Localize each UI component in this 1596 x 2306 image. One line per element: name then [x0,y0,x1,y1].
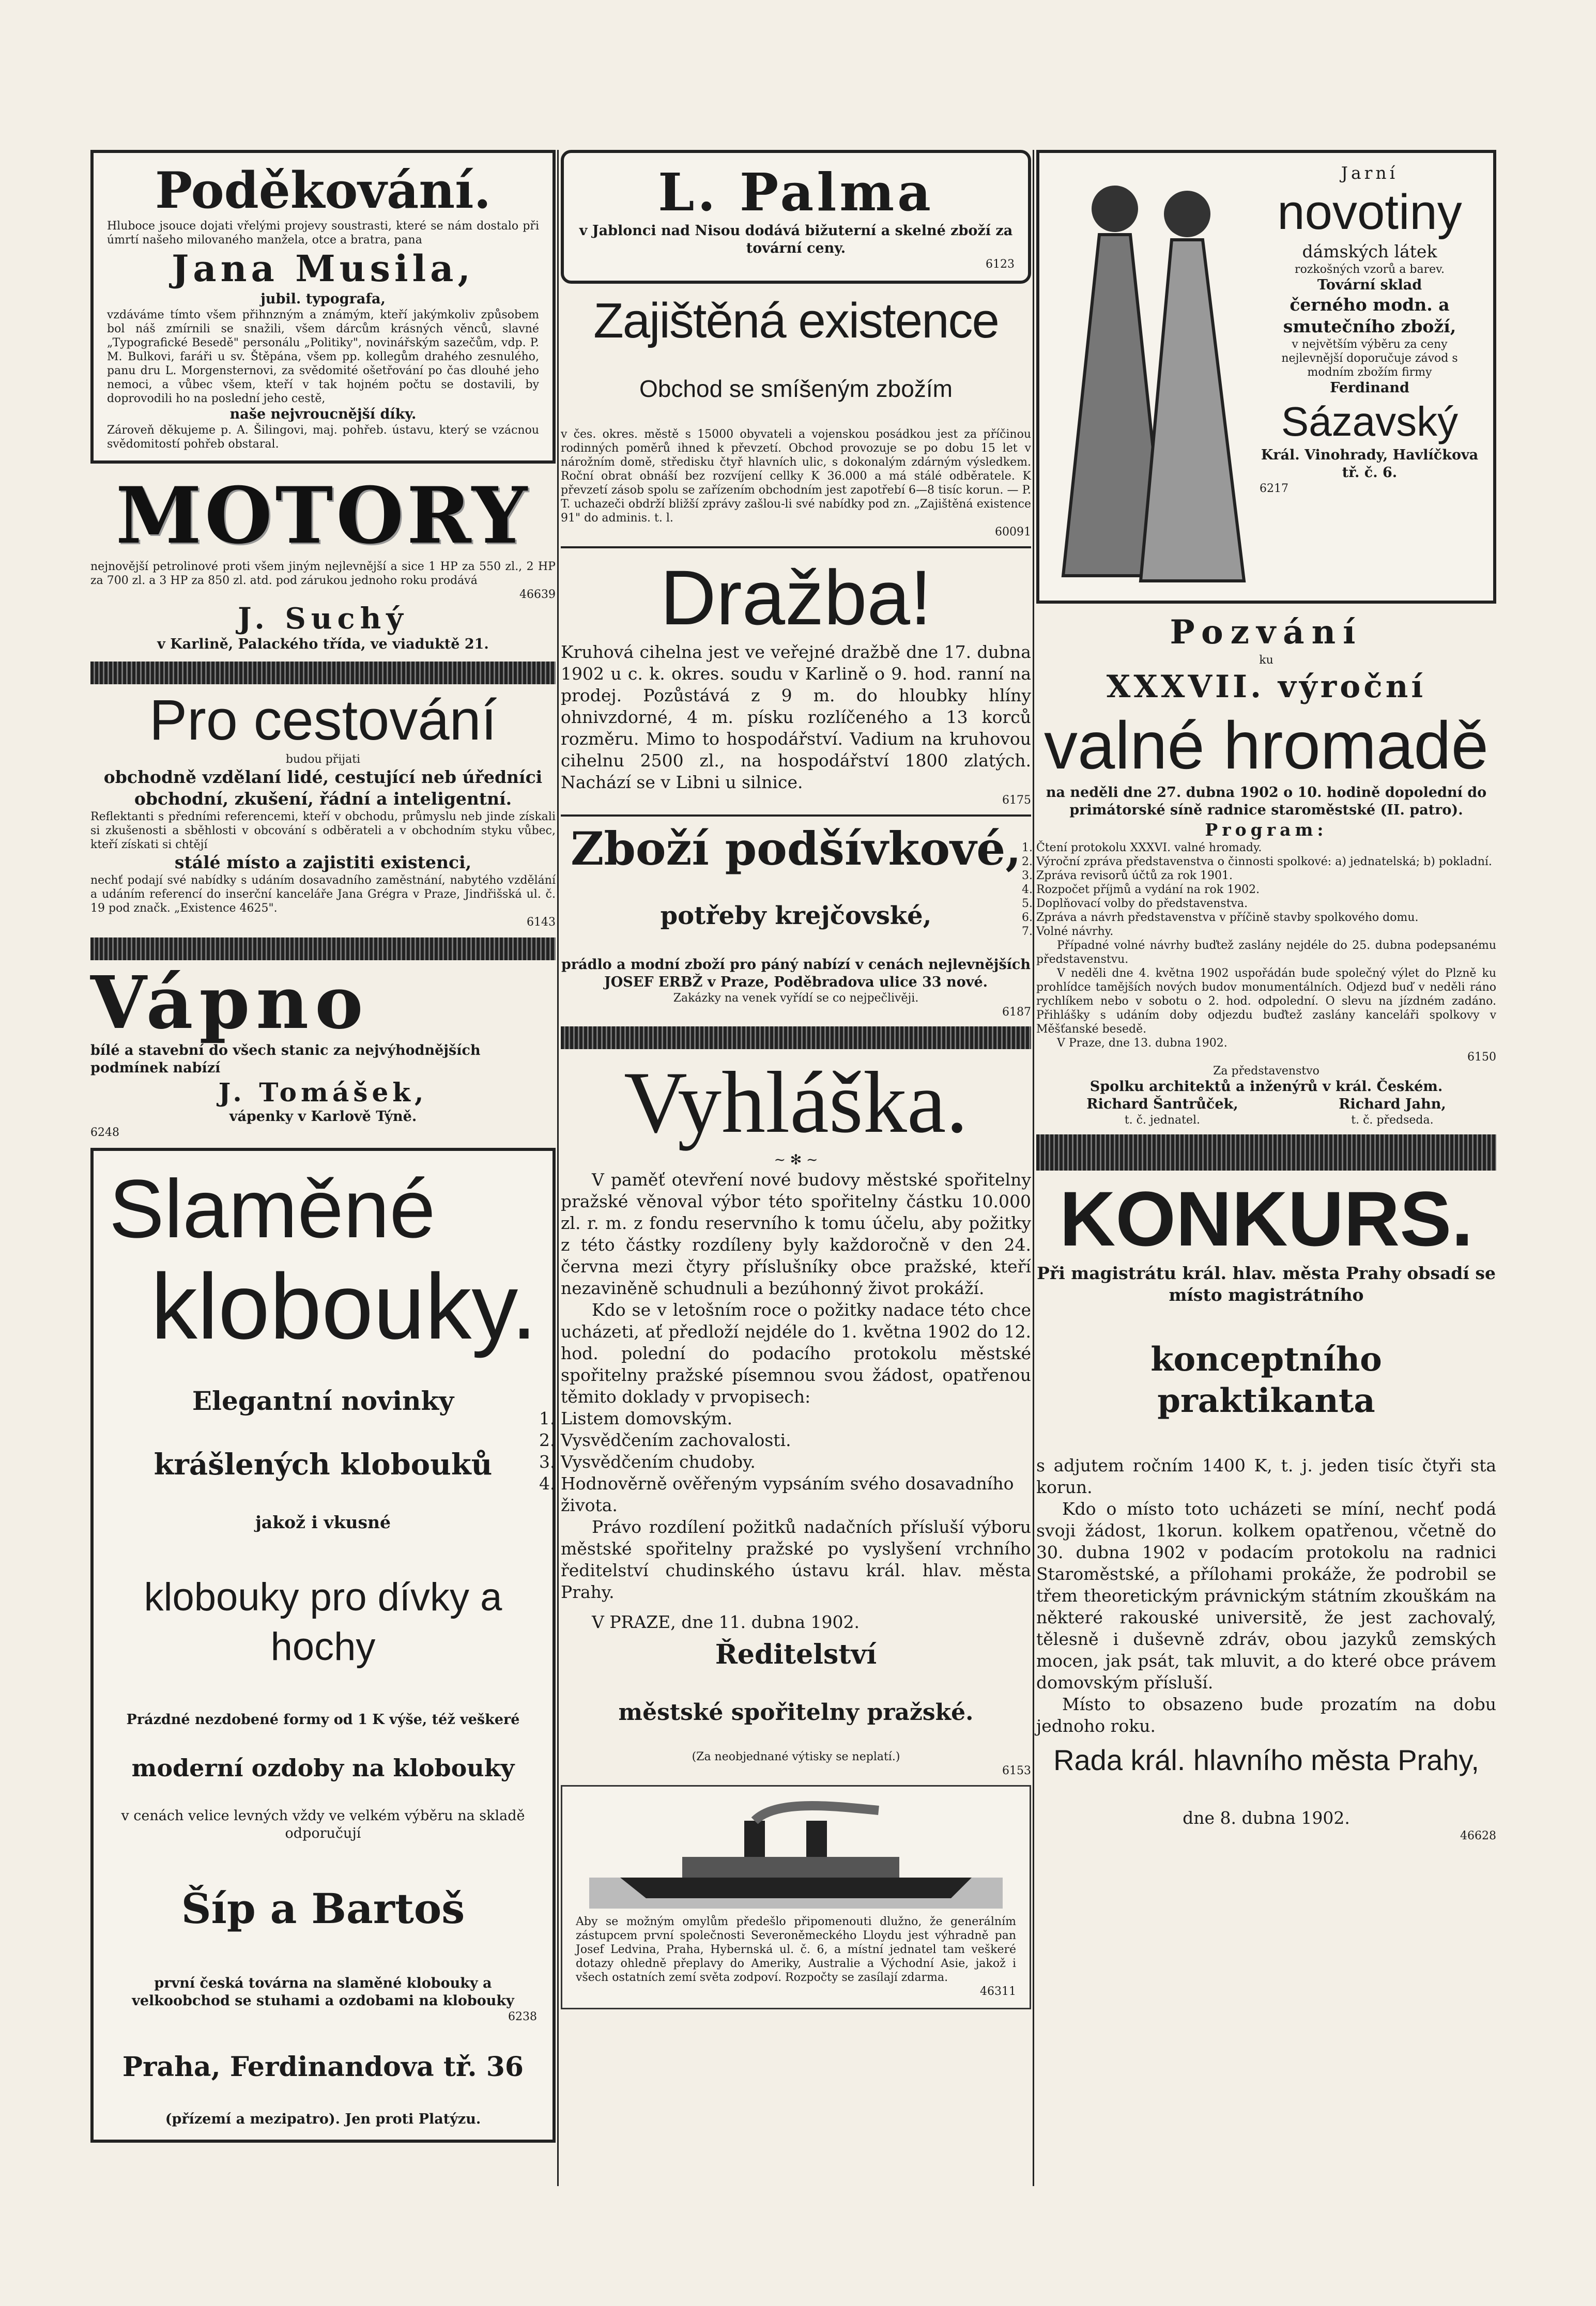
vyhlaska-p2: Kdo se v letošním roce o požitky nadace této chce ucházeti, ať předloží nejdéle do 1. května 1902 do 12. hod. polední do podacího protokolu městské spořitelny pražské písemnou svou žádost, opatřenou těmito doklady v prvopisech: [561,1300,1031,1407]
existence-sub: Obchod se smíšeným zbožím [639,375,953,402]
konkurs-date: dne 8. dubna 1902. [1183,1808,1350,1828]
signature-role: t. č. jednatel. [1124,1114,1201,1127]
ad-existence [561,292,1031,539]
funnel-shape [744,1821,765,1857]
list-item: 3. Zpráva revisorů účtů za rok 1901. [1036,869,1496,883]
signature-name: Richard Šantrůček, [1086,1096,1238,1112]
zbozi-body2: Zakázky na venek vyřídí se co nejpečlivěji. [673,992,919,1005]
list-item: 7. Volné návrhy. [1036,925,1496,939]
ad-pozvani [1036,612,1496,1127]
jarni-code: 6217 [1260,482,1288,495]
list-item: 1. Čtení protokolu XXXVI. valné hromady. [1036,841,1496,855]
funnel-shape [806,1821,827,1857]
vyhlaska-note: (Za neobjednané výtisky se neplatí.) [692,1750,900,1763]
vapno-body: bílé a stavební do všech stanic za nejvýhodnějších podmínek nabízí [90,1042,481,1076]
ad-konkurs [1036,1175,1496,1843]
konkurs-p4: Místo to obsazeno bude prozatím na dobu jednoho roku. [1036,1694,1496,1736]
deck-shape [682,1857,899,1878]
podekovani-title: Poděkování. [155,161,492,220]
pozvani-code: 6150 [1467,1051,1496,1064]
column-right [1036,150,1496,1843]
pozvani-l1: XXXVII. výroční [1106,669,1426,705]
list-item: 4. Rozpočet příjmů a vydání na rok 1902. [1036,883,1496,897]
vyhlaska-sig1: Ředitelství [715,1639,877,1670]
palma-code: 6123 [986,258,1015,271]
ad-cestovani [90,688,556,929]
konkurs-title: KONKURS. [1059,1175,1474,1262]
list-item: 5. Doplňovací volby do představenstva. [1036,897,1496,911]
klobouky-title2: klobouky. [150,1255,537,1359]
lodni-code: 46311 [980,1985,1016,1998]
column-middle [561,150,1031,2018]
motory-code: 46639 [519,588,556,601]
konkurs-code: 46628 [1460,1830,1496,1842]
signature-block [1086,1096,1238,1127]
jarni-l1: dámských látek [1302,241,1437,262]
vyhlaska-date: V PRAZE, dne 11. dubna 1902. [592,1612,860,1632]
hull-shape [620,1878,972,1898]
zbozi-title: Zboží podšívkové, [571,822,1021,875]
vyhlaska-p3: Právo rozdílení požitků nadačních přísluší výboru městské spořitelny pražské po vyslyšení vrchního ředitelství chudinského ústavu král. hlav. města Prahy. [561,1517,1031,1602]
konkurs-p2: s adjutem ročním 1400 K, t. j. jeden tisíc čtyři sta korun. [1036,1455,1496,1497]
vapno-place: vápenky v Karlově Týně. [229,1109,417,1125]
motory-title: MOTORY [115,470,531,561]
vyhlaska-sig2: městské spořitelny pražské. [618,1699,974,1726]
divider [561,546,1031,548]
ad-lodni [561,1785,1031,2009]
vapno-code: 6248 [90,1126,119,1139]
ad-podekovani [90,150,556,464]
divider [561,1026,1031,1049]
figure-head [1164,191,1210,237]
klobouky-l1: Elegantní novinky [192,1386,454,1416]
figure-head [1092,186,1138,232]
konkurs-p3: Kdo o místo toto ucházeti se míní, nechť podá svoji žádost, 1korun. kolkem opatřenou, včetně do 30. dubna 1902 v podacím protokolu na radnici Staroměstské, a přílohami prokáže, že podrobil se třem theoretickým právnickým státním zkouškám na některé rakouské universitě, že jest zachovalý, tělesně i duševně zdráv, obou jazyků zemských mocen, jak psát, tak mluvit, a do které obce právem domovským přísluší. [1036,1499,1496,1693]
klobouky-l5: Prázdné nezdobené formy od 1 K výše, též veškeré [126,1712,520,1728]
jarni-l6: Ferdinand [1330,380,1409,396]
podekovani-body: vzdáváme tímto všem přihnzným a známým, kteří jakýmkoliv způsobem bol náš zmírnili se snažili, všem dárcům krásných věnců, slavné „Typografické Besedě" personálu „Politiky", novinářským sazečům, vdp. P. M. Bulkovi, faráři u sv. Štěpána, všem pp. kollegům drahého zesnulého, panu dru L. Morgensternovi, za svědomité ošetřování po čas dlouhé jeho nemoci, a vůbec všem, kteří v tak hojném počtu se dostavili, by doprovodili ho na poslední jeho cestě, [107,309,539,405]
klobouky-l4: klobouky pro dívky a hochy [144,1575,502,1669]
podekovani-intro: Hluboce jsouce dojati vřelými projevy soustrasti, které se nám dostalo při úmrtí našeho milovaného manžela, otce a bratra, pana [107,220,539,247]
pozvani-date: V Praze, dne 13. dubna 1902. [1057,1037,1227,1050]
zbozi-firm: JOSEF ERBŽ v Praze, Poděbradova ulice 33 nové. [604,974,988,990]
ad-palma [561,150,1031,284]
pozvani-spolek: Spolku architektů a inženýrů v král. Českém. [1089,1079,1443,1095]
klobouky-l6: moderní ozdoby na klobouky [131,1754,515,1782]
jarni-title: Jarní [1341,163,1399,183]
ad-zbozi [561,822,1031,1019]
ad-jarni [1036,150,1496,604]
zbozi-sub: potřeby krejčovské, [660,901,932,930]
pozvani-p2: V neděli dne 4. května 1902 uspořádán bude společný výlet do Plzně ku prohlídce tamějších nových budov monumentálních. Odjezd buď v neděli ráno rychlíkem nebo v sobotu o 2. hod. odpolední. O slevu na jízdném zadáno. Přihlášky s udáním doby odjezdu buďtež zaslány kanceláři spolkovy v Měšťanské besedě. [1036,967,1496,1036]
list-item: 3. Vysvědčením chudoby. [561,1451,1031,1473]
cestovani-code: 6143 [527,916,556,929]
signature-name: Richard Jahn, [1339,1096,1446,1112]
klobouky-l8: první česká továrna na slaměné klobouky a velkoobchod se stuhami a ozdobami na klobouky [132,1975,514,2009]
pozvani-l2: valné hromadě [1044,708,1488,783]
pozvani-title: Pozvání [1170,613,1363,652]
ad-drazba [561,554,1031,807]
smoke-shape [755,1806,879,1821]
list-item: 4. Hodnověrně ověřeným vypsáním svého dosavadního života. [561,1473,1031,1516]
palma-title: L. Palma [658,162,934,223]
klobouky-l3: jakož i vkusné [255,1512,391,1532]
vyhlaska-ornament: ~ ✻ ~ [774,1152,818,1168]
list-item: 1. Listem domovským. [561,1408,1031,1429]
drazba-title: Dražba! [660,554,932,641]
ad-vyhlaska [561,1053,1031,1778]
ad-vapno [90,961,556,1140]
vyhlaska-list [561,1408,1031,1516]
jarni-text [1260,162,1480,591]
zbozi-code: 6187 [1002,1006,1031,1019]
konkurs-role: konceptního praktikanta [1150,1340,1382,1420]
podekovani-name: Jana Musila, [172,247,474,290]
drazba-body: Kruhová cihelna jest ve veřejné dražbě dne 17. dubna 1902 u c. k. okres. soudu v Karlině o 9. hod. ranní na prodej. Pozůstává z 9 m. do hloubky hlíny ohnivzdorné, 4 m. písku rozlíčeného a 13 korců rozměru. Mimo to hospodářství. Vadium na kruhovou cihelnu 2500 zl., na hospodářství 1800 zlatých. Nachází se v Libni u silnice. [561,642,1031,792]
palma-body: v Jablonci nad Nisou dodává bižuterní a skelné zboží za tovární ceny. [579,223,1013,256]
pozvani-ku: ku [1259,654,1273,667]
pozvani-body: na neděli dne 27. dubna 1902 o 10. hodině dopolední do primátorské síně radnice staroměstské (II. patro). [1046,785,1487,818]
cestovani-bold: stálé místo a zajistiti existenci, [174,852,472,872]
jarni-addr: Král. Vinohrady, Havlíčkova tř. č. 6. [1261,447,1479,481]
zbozi-body: prádlo a modní zboží pro páný nabízí v cenách nejlevnějších [561,957,1031,973]
podekovani-thanks: naše nejvroucnější díky. [229,406,417,422]
divider [90,662,556,684]
divider [1036,1134,1496,1171]
podekovani-footer: Zároveň děkujeme p. A. Šilingovi, maj. pohřeb. ústavu, který se vzácnou svědomitostí pohřeb obstaral. [107,424,539,451]
column-rule [557,150,559,2186]
column-rule [1033,150,1034,2186]
existence-code: 60091 [995,526,1031,539]
vyhlaska-code: 6153 [1002,1764,1031,1777]
klobouky-addr: Praha, Ferdinandova tř. 36 [122,2051,524,2083]
existence-body: v čes. okres. městě s 15000 obyvateli a vojenskou posádkou jest za příčinou rodinných poměrů ihned k převzetí. Obchod provozuje se po dobu 15 let v nárožním domě, středisku čtyř hlavních ulic, s dokonalým zdárným výsledkem. Roční obrat obnáší bez rozvíjení cellky K 36.000 a má stálé odběratele. K převzetí zásob spolu se zařízením obchodním jest zapotřebí 6—8 tisíc korun. — P. T. uchazeči obdrží bližší zprávy zašlou-li své nabídky pod zn. „Zajištěná existence 91" do adminis. t. l. [561,428,1031,525]
column-left [90,150,556,2151]
vapno-name: J. Tomášek, [218,1077,428,1108]
jarni-big: novotiny [1277,185,1462,240]
jarni-l5: v největším výběru za ceny nejlevnější doporučuje závod s modním zbožím firmy [1281,338,1458,379]
list-item: 2. Výroční zpráva představenstva o činnosti spolkové: a) jednatelská; b) pokladní. [1036,855,1496,869]
jarni-l4: černého modn. a smutečního zboží, [1283,295,1456,336]
jarni-l2: rozkošných vzorů a barev. [1295,263,1445,276]
podekovani-role: jubil. typografa, [260,291,386,307]
klobouky-l2: krášlených klobouků [154,1448,493,1482]
cestovani-body: Reflektanti s předními referencemi, kteří v obchodu, průmyslu neb jinde získali si zkušenosti a sběhlosti v obcování s odběrateli a v obchodním styku vůbec, kteří získati si chtějí [90,810,556,851]
pozvani-p1: Případné volné návrhy buďtež zaslány nejdéle do 25. dubna podepsanému představenstvu. [1036,939,1496,966]
cestovani-title: Pro cestování [149,688,497,752]
motory-address: v Karlině, Palackého třída, ve viaduktě 21. [157,636,489,652]
klobouky-title1: Slaměné [109,1162,436,1255]
pozvani-program: Program: [1205,820,1328,840]
lodni-body: Aby se možným omylům předešlo připomenouti dlužno, že generálním zástupcem první společnosti Severoněmeckého Lloydu jest výhradně pan Josef Ledvina, Praha, Hybernská ul. č. 6, a místní jednatel tam veškeré dotazy ohledně přeplavy do Ameriky, Australie a Východní Asie, jakož i všech ostatních zemí světa zodpoví. Rozpočty se zasílají zdarma. [576,1915,1016,1984]
list-item: 6. Zpráva a návrh představenstva v příčině stavby spolkového domu. [1036,911,1496,925]
jarni-name: Sázavský [1281,398,1459,444]
jarni-l3: Tovární sklad [1317,277,1422,293]
divider [90,937,556,960]
cestovani-rest: nechť podají své nabídky s udáním dosavadního zaměstnání, nabytého vzdělání a udáním referencí do inserční kanceláře Jana Grégra v Praze, Jindřišská ul. č. 19 pod značk. „Existence 4625". [90,874,556,915]
list-item: 2. Vysvědčením zachovalosti. [561,1429,1031,1451]
klobouky-l7: v cenách velice levných vždy ve velkém výběru na skladě odporučují [121,1808,525,1841]
motory-name: J. Suchý [238,602,408,636]
klobouky-addr2: (přízemí a mezipatro). Jen proti Platýzu. [165,2111,481,2127]
pozvani-list [1036,841,1496,939]
divider [561,814,1031,817]
cestovani-line1: budou přijati [285,753,361,766]
cestovani-line2: obchodně vzdělaní lidé, cestující neb úředníci obchodní, zkušení, řádní a inteligentní. [103,767,543,809]
motory-body: nejnovější petrolinové proti všem jiným nejlevnější a sice 1 HP za 550 zl., 2 HP za 700 zl. a 3 HP za 850 zl. atd. pod zárukou jednoho roku prodává [90,560,556,587]
signature-role: t. č. předseda. [1351,1114,1434,1127]
ship-illustration [576,1800,1016,1909]
vapno-title: Vápno [90,961,370,1046]
pozvani-za: Za představenstvo [1213,1065,1319,1078]
konkurs-sig: Rada král. hlavního města Prahy, [1053,1744,1479,1776]
konkurs-p1: Při magistrátu král. hlav. města Prahy obsadí se místo magistrátního [1037,1263,1496,1305]
klobouky-code: 6238 [508,2010,537,2023]
vyhlaska-title: Vyhláška. [624,1054,968,1151]
pozvani-signatures [1036,1096,1496,1127]
ladies-illustration [1053,162,1249,591]
klobouky-firm: Šíp a Bartoš [181,1884,465,1933]
figure-dress [1141,240,1244,581]
ad-klobouky [90,1148,556,2143]
vyhlaska-p1: V paměť otevření nové budovy městské spořitelny pražské věnoval výbor této spořitelny částku 10.000 zl. r. m. z fondu reservního k tomu účelu, aby požitky z této částky rozdíleny byly každoročně v den 24. června mezi čtyry příslušníky obce pražské, kteří nezaviněně schudnuli a bezúhonný život prokáží. [561,1170,1031,1298]
existence-title: Zajištěná existence [593,293,999,348]
signature-block [1339,1096,1446,1127]
ad-motory [90,472,556,653]
drazba-code: 6175 [1002,794,1031,807]
